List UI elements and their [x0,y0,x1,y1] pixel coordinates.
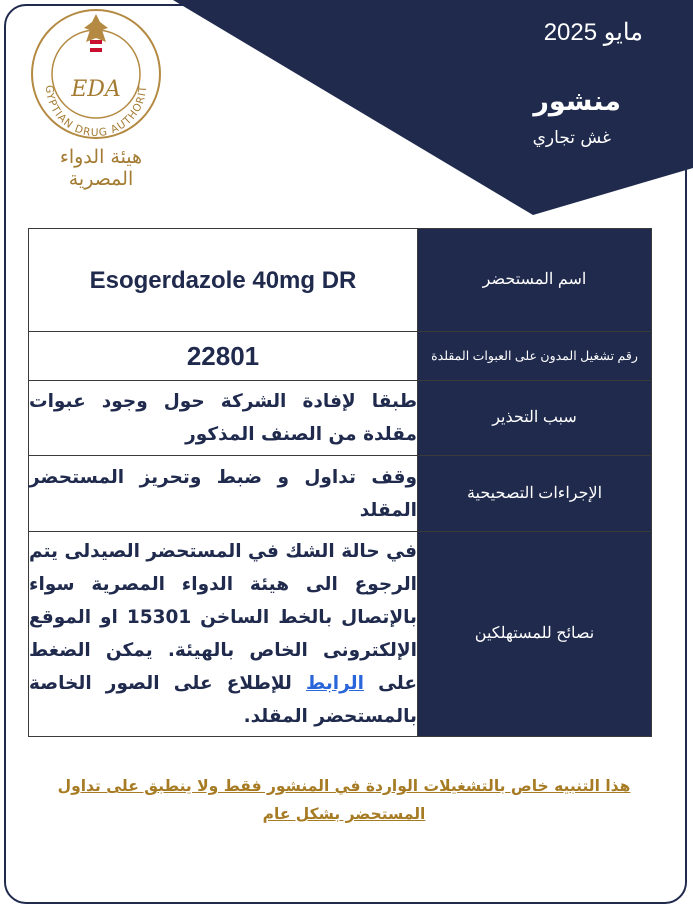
product-name-label: اسم المستحضر [418,229,652,332]
ring-text: GYPTIAN DRUG AUTHORIT [42,84,150,140]
images-link[interactable]: الرابط [306,673,364,694]
header [363,0,693,210]
advice-text: في حالة الشك في المستحضر الصيدلى يتم الرجوع الى هيئة الدواء المصرية سواء بالإتصال بالخط الساخن 15301 او الموقع الإلكترونى الخاص بالهيئة. [29,541,417,661]
advice-value [29,532,418,737]
table-row [29,332,652,381]
recall-table [28,228,652,737]
reason-label: سبب التحذير [418,381,652,456]
footer-disclaimer: هذا التنبيه خاص بالتشغيلات الواردة في المنشور فقط ولا ينطبق على تداول المستحضر بشكل عام [57,777,631,823]
table-row [29,381,652,456]
svg-text:EGYPTIAN DRUG AUTHORITY [8,8,149,139]
batch-label: رقم تشغيل المدون على العبوات المقلدة [418,332,652,381]
eda-logo [8,8,178,188]
product-name-value: Esogerdazole 40mg DR [29,229,418,332]
table-row [29,456,652,532]
table-row [29,532,652,737]
emblem-text: EDA [71,77,121,102]
document-type: منشور [533,86,621,117]
eda-emblem-icon [8,8,178,148]
table-row [29,229,652,332]
advice-link-after: للإطلاع على الصور الخاصة بالمستحضر المقلد. [29,673,417,727]
advice-label: نصائح للمستهلكين [418,532,652,737]
reason-value: طبقا لإفادة الشركة حول وجود عبوات مقلدة من الصنف المذكور [29,381,418,456]
batch-number: 22801 [29,332,418,381]
publication-date: مايو 2025 [543,19,643,46]
actions-value: وقف تداول و ضبط وتحريز المستحضر المقلد [29,456,418,532]
document-subtype: غش تجاري [532,128,611,148]
advice-link-before: يمكن الضغط على [29,640,417,694]
actions-label: الإجراءات التصحيحية [418,456,652,532]
logo-arabic-name: هيئة الدواء المصرية [59,146,143,190]
